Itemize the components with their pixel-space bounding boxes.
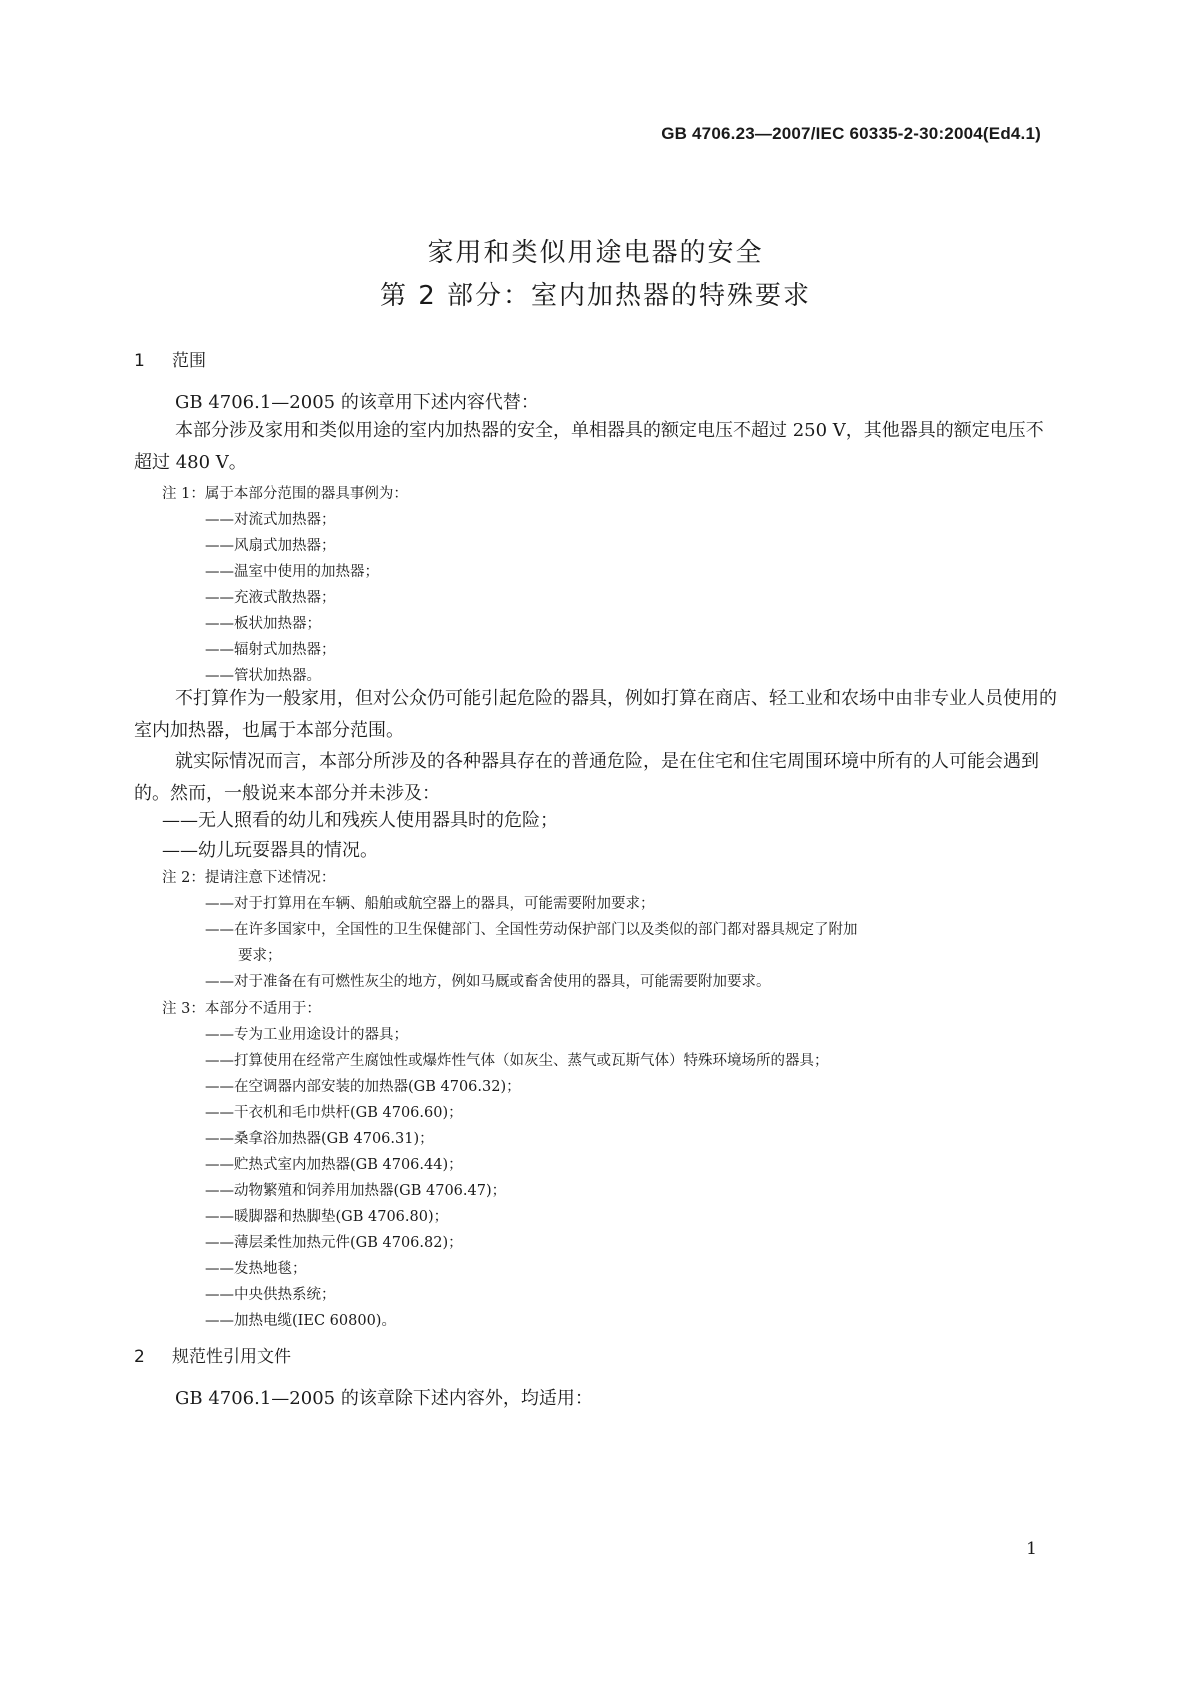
note-list-item: ——发热地毯； [205, 1261, 307, 1277]
section-title: 规范性引用文件 [172, 1347, 291, 1367]
section-number: 2 [134, 1347, 145, 1367]
note-2-title: 注 2：提请注意下述情况： [162, 870, 336, 886]
note-list-item: ——加热电缆(IEC 60800)。 [205, 1313, 396, 1329]
note-list-item-continuation: 要求； [238, 948, 282, 964]
note-3-title: 注 3：本部分不适用于： [162, 1001, 321, 1017]
note-list-item: ——风扇式加热器； [205, 538, 336, 554]
note-list-item: ——桑拿浴加热器(GB 4706.31)； [205, 1131, 434, 1147]
section-1-heading [134, 346, 206, 371]
note-list-item: ——动物繁殖和饲养用加热器(GB 4706.47)； [205, 1183, 507, 1199]
paragraph: GB 4706.1—2005 的该章用下述内容代替： [175, 392, 539, 413]
note-list-item: ——在空调器内部安装的加热器(GB 4706.32)； [205, 1079, 521, 1095]
paragraph: GB 4706.1—2005 的该章除下述内容外，均适用： [175, 1388, 593, 1409]
dash-list-item: ——无人照看的幼儿和残疾人使用器具时的危险； [162, 810, 558, 831]
note-list-item: ——对流式加热器； [205, 512, 336, 528]
note-list-item: ——温室中使用的加热器； [205, 564, 379, 580]
section-number: 1 [134, 351, 145, 371]
document-title-line2: 第 2 部分：室内加热器的特殊要求 [379, 281, 812, 311]
note-list-item: ——辐射式加热器； [205, 642, 336, 658]
note-list-item: ——干衣机和毛巾烘杆(GB 4706.60)； [205, 1105, 463, 1121]
section-title: 范围 [172, 351, 206, 371]
note-list-item: ——中央供热系统； [205, 1287, 336, 1303]
dash-list-item: ——幼儿玩耍器具的情况。 [162, 840, 378, 861]
note-list-item: ——充液式散热器； [205, 590, 336, 606]
note-list-item: ——在许多国家中，全国性的卫生保健部门、全国性劳动保护部门以及类似的部门都对器具规定了附加 [205, 922, 858, 938]
note-list-item: ——管状加热器。 [205, 668, 321, 684]
note-list-item: ——对于打算用在车辆、船舶或航空器上的器具，可能需要附加要求； [205, 896, 655, 912]
note-list-item: ——贮热式室内加热器(GB 4706.44)； [205, 1157, 463, 1173]
note-1-title: 注 1：属于本部分范围的器具事例为： [162, 486, 408, 502]
note-list-item: ——板状加热器； [205, 616, 321, 632]
paragraph: 就实际情况而言，本部分所涉及的各种器具存在的普通危险，是在住宅和住宅周围环境中所有的人可能会遇到的。然而，一般说来本部分并未涉及： [134, 751, 1039, 804]
standard-code-header: GB 4706.23—2007/IEC 60335-2-30:2004(Ed4.1) [661, 124, 1041, 143]
note-list-item: ——暖脚器和热脚垫(GB 4706.80)； [205, 1209, 449, 1225]
note-list-item: ——薄层柔性加热元件(GB 4706.82)； [205, 1235, 463, 1251]
paragraph: 不打算作为一般家用，但对公众仍可能引起危险的器具，例如打算在商店、轻工业和农场中由非专业人员使用的室内加热器，也属于本部分范围。 [134, 688, 1057, 741]
document-title-line1: 家用和类似用途电器的安全 [427, 238, 764, 268]
note-list-item: ——打算使用在经常产生腐蚀性或爆炸性气体（如灰尘、蒸气或瓦斯气体）特殊环境场所的器具； [205, 1053, 829, 1069]
section-2-heading [134, 1342, 291, 1367]
note-list-item: ——对于准备在有可燃性灰尘的地方，例如马厩或畜舍使用的器具，可能需要附加要求。 [205, 974, 771, 990]
paragraph: 本部分涉及家用和类似用途的室内加热器的安全，单相器具的额定电压不超过 250 V，其他器具的额定电压不超过 480 V。 [134, 420, 1044, 473]
note-list-item: ——专为工业用途设计的器具； [205, 1027, 408, 1043]
page-number: 1 [1026, 1539, 1037, 1559]
